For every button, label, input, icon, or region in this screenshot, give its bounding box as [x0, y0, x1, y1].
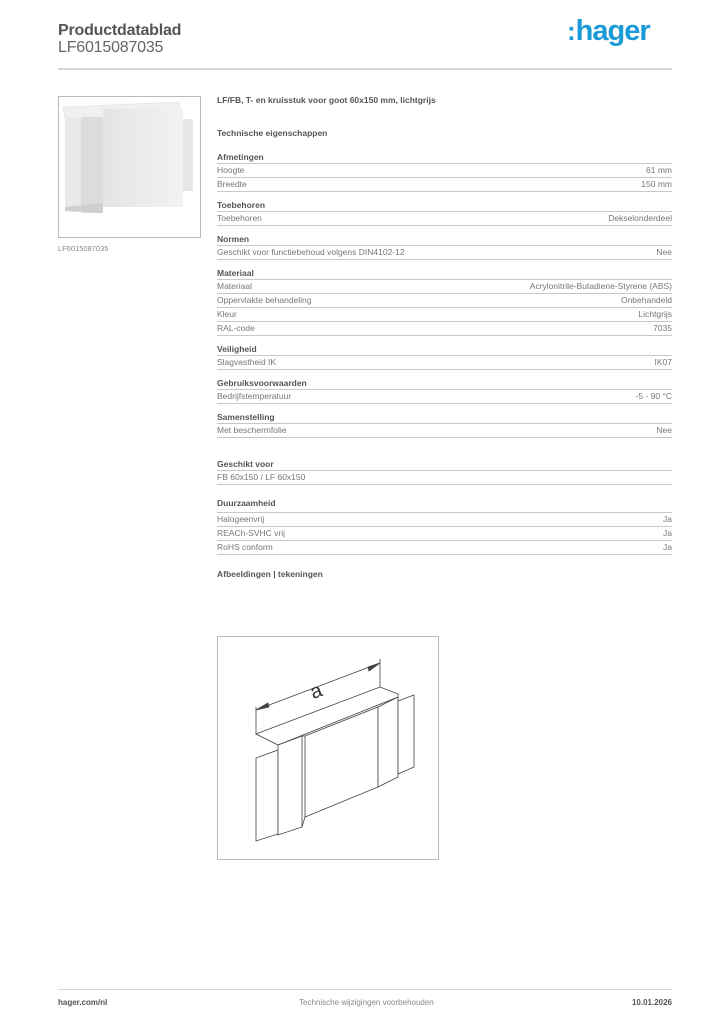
spec-row: [217, 164, 672, 178]
spec-value: Ja: [663, 542, 672, 552]
spec-row: [217, 513, 672, 527]
spec-value: Nee: [656, 425, 672, 435]
group-title: Normen: [217, 233, 672, 246]
logo-colon: :: [567, 16, 575, 46]
spec-label: Hoogte: [217, 165, 245, 175]
logo-text: hager: [575, 15, 650, 47]
group-toebehoren: [217, 199, 672, 226]
hager-logo: [567, 15, 650, 48]
page-title: Productdatablad: [58, 22, 182, 39]
spec-value: Nee: [656, 247, 672, 257]
spec-label: Halogeenvrij: [217, 514, 265, 524]
spec-value: 61 mm: [646, 165, 672, 175]
spec-row: [217, 471, 672, 485]
group-afmetingen: [217, 151, 672, 192]
spec-label: Bedrijfstemperatuur: [217, 391, 292, 401]
group-title: Duurzaamheid: [217, 497, 672, 513]
group-samenstelling: [217, 411, 672, 438]
spec-label: Kleur: [217, 309, 237, 319]
spec-row: [217, 322, 672, 336]
spec-value: Ja: [663, 528, 672, 538]
spec-row: [217, 356, 672, 370]
group-duurzaamheid: [217, 497, 672, 555]
spec-row: [217, 424, 672, 438]
header-divider: [58, 68, 672, 70]
product-description: LF/FB, T- en kruisstuk voor goot 60x150 mm, lichtgrijs: [217, 95, 436, 105]
spec-row: [217, 308, 672, 322]
group-title: Gebruiksvoorwaarden: [217, 377, 672, 390]
group-title: Veiligheid: [217, 343, 672, 356]
spec-value: Onbehandeld: [620, 295, 672, 305]
spec-value: 150 mm: [641, 179, 672, 189]
spec-label: Met beschermfolie: [217, 425, 287, 435]
group-title: Afmetingen: [217, 151, 672, 164]
drawings-title: Afbeeldingen | tekeningen: [217, 569, 323, 579]
spec-row: [217, 541, 672, 555]
group-normen: [217, 233, 672, 260]
footer-date: 10.01.2026: [631, 998, 672, 1007]
spec-row: [217, 212, 672, 226]
footer-disclaimer: Technische wijzigingen voorbehouden: [299, 998, 434, 1007]
spec-value: IK07: [654, 357, 672, 367]
spec-value: Acrylonitrile-Butadiene-Styrene (ABS): [529, 281, 672, 291]
product-image: [58, 96, 201, 238]
spec-row: [217, 178, 672, 192]
spec-value: Lichtgrijs: [638, 309, 672, 319]
spec-value: Dekselonderdeel: [608, 213, 672, 223]
group-title: Geschikt voor: [217, 458, 672, 471]
group-title: Materiaal: [217, 267, 672, 280]
spec-row: [217, 390, 672, 404]
group-title: Samenstelling: [217, 411, 672, 424]
group-geschikt-voor: [217, 458, 672, 485]
spec-label: RoHS conform: [217, 542, 273, 552]
spec-value: 7035: [653, 323, 672, 333]
spec-row: [217, 527, 672, 541]
group-veiligheid: [217, 343, 672, 370]
spec-row: [217, 246, 672, 260]
spec-section: [217, 95, 672, 579]
spec-label: Oppervlakte behandeling: [217, 295, 312, 305]
spec-label: Geschikt voor functiebehoud volgens DIN4102-12: [217, 247, 405, 257]
group-title: Toebehoren: [217, 199, 672, 212]
spec-label: RAL-code: [217, 323, 255, 333]
article-number: LF6015087035: [58, 39, 164, 56]
spec-row: [217, 280, 672, 294]
product-image-caption: LF6015087035: [58, 244, 109, 253]
spec-label: Breedte: [217, 179, 247, 189]
spec-label: REACh-SVHC vrij: [217, 528, 286, 538]
technical-drawing: [217, 636, 439, 860]
footer-divider: [58, 989, 672, 990]
technical-title: Technische eigenschappen: [217, 128, 328, 138]
spec-label: Toebehoren: [217, 213, 262, 223]
group-gebruiksvoorwaarden: [217, 377, 672, 404]
spec-row: [217, 294, 672, 308]
spec-value: FB 60x150 / LF 60x150: [217, 472, 306, 482]
spec-value: Ja: [663, 514, 672, 524]
spec-value: -5 - 90 °C: [635, 391, 672, 401]
spec-label: Materiaal: [217, 281, 252, 291]
spec-label: Slagvastheid IK: [217, 357, 277, 367]
footer-website-link[interactable]: hager.com/nl: [58, 998, 108, 1007]
group-materiaal: [217, 267, 672, 336]
dimension-label: a: [307, 679, 326, 704]
